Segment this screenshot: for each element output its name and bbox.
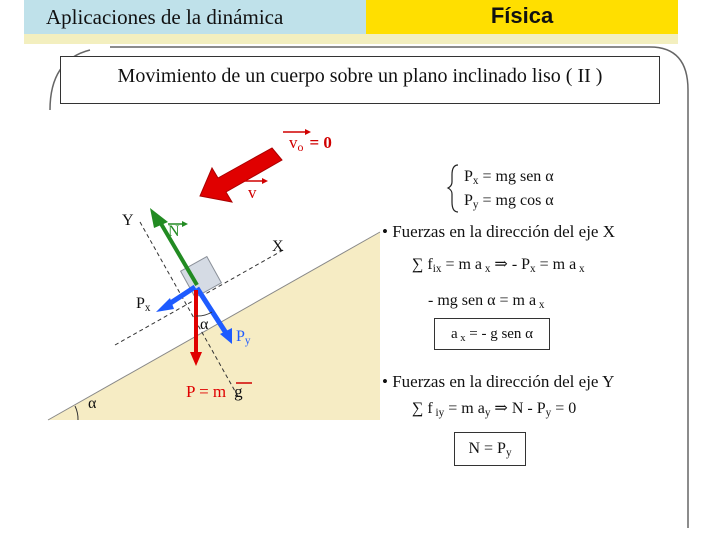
slide-title: Movimiento de un cuerpo sobre un plano inclinado liso ( II ) [60,56,660,104]
px-equation: $P_x$ = mg sen α [464,168,554,187]
x-sum-equation: ∑ $f_{ix} = m$ a $_x$ ⇒ - $P_x = m$ a $_x$ [412,256,585,275]
header-left-title: Aplicaciones de la dinámica [24,0,366,34]
v-label: v [248,183,257,202]
y-forces-heading: • Fuerzas en la dirección del eje Y [382,372,615,391]
bullet-icon: • [382,372,388,391]
header-right-title: Física [366,0,678,34]
v0-label: $v_o = 0$ [289,133,332,154]
n-result-box: $N = P_y$ [454,432,526,466]
py-equation: $P_y$ = mg cos α [464,192,554,211]
velocity-arrow [200,148,282,202]
x-forces-heading: • Fuerzas en la dirección del eje X [382,222,615,241]
px-label: $P_x$ [136,295,151,314]
alpha-base-label: α [88,395,97,412]
y-sum-equation: ∑ f $_{iy}$ = m $a_y$ ⇒ $N - P_y = 0$ [412,400,577,419]
ax-result-box: a $_x$ = - g sen α [434,318,550,350]
bullet-icon: • [382,222,388,241]
alpha-block-label: α [200,316,209,333]
axis-y-label: Y [122,212,134,229]
normal-label: N [168,223,180,240]
x-line2-equation: - mg sen α = m a $_x$ [428,292,545,311]
weight-label: P = m g [186,382,243,401]
axis-x-label: X [272,238,284,255]
py-label: $P_y$ [236,328,251,347]
